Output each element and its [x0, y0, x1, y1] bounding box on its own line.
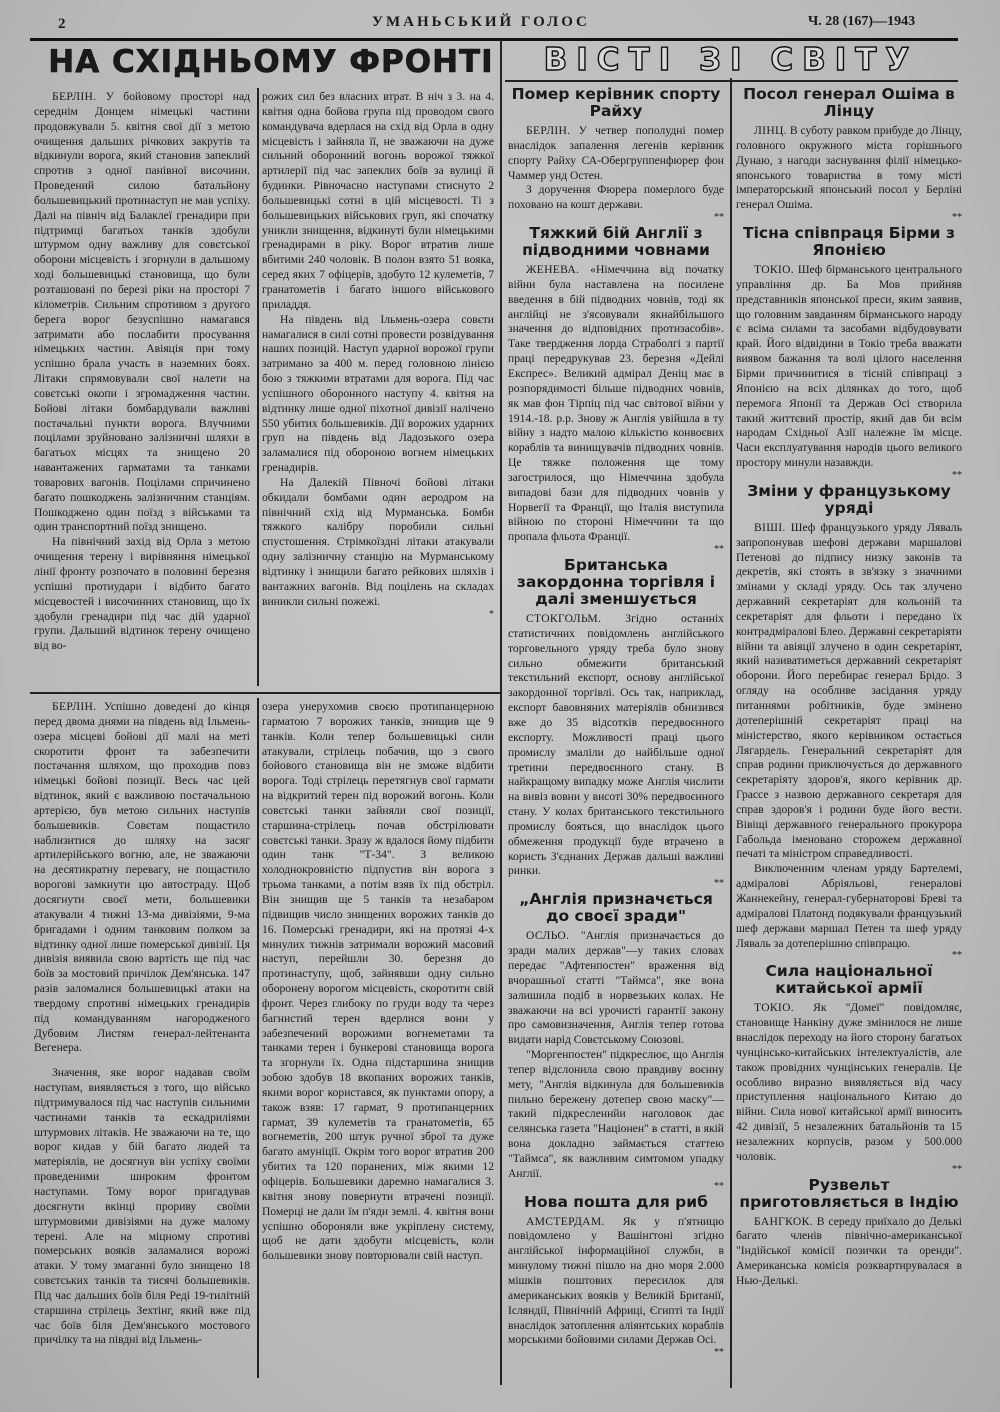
dateline: БЕРЛІН.: [526, 124, 571, 137]
end-marker: **: [714, 212, 724, 224]
article-text: Згідно останніх статистичних повідомлень англійського торговельного уряду треба було знову сильно обмежити британський текстильний експорт, основу англійської закордонної торгівлі. Ось так, наприклад, експорт бавовняних матеріялів обнизився вже до 35 відсотків передвоєнного експорту. Можливості праці цього промислу змаліли до найбільше одної третини передвоєнного стану. В найкращому випадку може Англія числити на вивіз вовни у висоті 30% передвоєнного стану. У колах британського текстильного промислу бояться, що внаслідок цього обмеження продукції буде втрачено в користь З'єднаних Держав дальші важливі ринки.: [508, 612, 724, 878]
article-text: Як "Домеї" повідомляє, становище Нанкіну дуже змінилося не лише внаслідок переходу на його сторону багатьох чунцінсько-китайських інтелектуалістів, але також провідних чунцінських генералів. Це особливо виразно виявляється від часу приступлення національного Китаю до війни. Сила нової китайської армії виносить 42 дивізії, 5 незалежних батальйонів та 15 незалежних корпусів, разом у 500.000 чоловік.: [736, 1001, 962, 1163]
dateline: БЕРЛІН.: [52, 700, 97, 713]
world-column-rule: [730, 78, 732, 1388]
article-text: Значення, яке ворог надавав своїм наступам, виявляється з того, що військо підтримувалося під час наступів сильними частинами танків та ескадриліями штурмових літаків. Не зважаючи на те, що ворог кидав у бій багато людей та матеріялів, не досягнув він успіху своїми проведеними широким фронтом наступами. Тому ворог пригадував досягнути вкінці прориву своїми штурмовими дивізіями на дуже малому терені. Але на міцному спротиві померських вояків заламалися ворожі атаки. У тому змаганні було знищено 18 совєтських танків та тисячі большевиків. Під час дальших боїв біля Реді 19-тилітній старшина стрілець Зехтінг, який вже під час боїв біля Дем'янського мостового причілку та на півдні від Ільмень-: [34, 1066, 250, 1347]
section-heading-east-front: НА СХІДНЬОМУ ФРОНТІ: [48, 44, 494, 80]
center-column-rule: [500, 40, 502, 1385]
dateline: ЛІНЦ.: [754, 124, 787, 137]
dateline: СТОКГОЛЬМ.: [526, 612, 602, 626]
front-report-1-column-2: [262, 90, 494, 690]
article-text: Успішно доведені до кінця перед двома днями на південь від Ільмень-озера місцеві бойові дії малі на меті скоротити фронт та забезпечити постачання шляхом, що проходив повз німецькі бойові позиції. Весь час цей відтинок, який є важливою постачальною артерією, був метою сильних наступів большевиків. Совєтам пощастило наблизитися до шляху на засяг артилерійського вогню, але, не зважаючи на десятикратну перевагу, не пощастило ворогові замкнути цю автостраду. Щоб досягнути своєї мети, большевики атакували 4 тижні 13-ма дивізіями, 9-ма бригадами і одним танковим полком за відтинку одної лише померської дивізії. Ця дивізія виявила свою вартість ще під час боїв за мостовий причілок Дем'янська. 147 разів заломалися большевицькі атаки на твердому спротиві німецьких гренадирів під командуванням нагородженого Дубовим Листям генерал-лейтенанта Вегенера.: [34, 700, 250, 1055]
world-heading-rule: [505, 80, 958, 82]
article-text: озера унерухомив своєю протипанцерною гарматою 7 ворожих танків, знищив ще 9 танків. Коли тепер большевицькі сили атакували, стрілець побачив, що з свого бойового становища він не зможе відбити ворога. Тоді стрілець перетягнув свої гармати на відкритий терен під ворожий вогонь. Коли совєтські танки зайняли свої позиції, старшина-стрілець почав обстрілювати совєтські танки. Зразу ж вдалося йому підбити один танк "Т-34". З великою холоднокровністю підпустив він ворога з трьома танками, а потім взяв їх під обстріл. Він знищив ще 5 танків та незабаром підвищив число знищених ворожих танків до 16. Померські гренадири, які на протязі 4-х минулих тижнів затримали ворожий масовий наступ, перейшли 30. березня до протинаступу, щоб, зайнявши одну сильно оборонену ворогом місцевість, скоротити свій фронт. Через глибоку по груди воду та через багнистий терен вдерлися вони у забезпечений ворожими вогнеметами та танками терен і бункерові становища ворога та згорнули їх. Одна підстаршина знищив зобою здобув 18 вкопаних ворожих танків, якими ворог користався, як пунктами опору, а також взяв: 17 гармат, 9 протипанцерних гармат, 39 кулеметів та гранатометів, 65 вогнеметів, 200 штук ручної зброї та дуже багато амуніції. Окрім того ворог втратив 200 убитих та 120 поранених, між якими 12 офіцерів. Большевики даремно намагалися 3. квітня знову повернути втрачені позиції. Померці не дали їм п'яди землі. 4. квітня вони успішно обороняли вже укріплену систему, щоб не дати здобути місцевість, коли большевики знову повторювали свій наступ.: [262, 700, 494, 1263]
article-title: Помер керівник спорту Райху: [511, 85, 721, 120]
dateline: ОСЛЬО.: [526, 929, 570, 943]
article-text: "Моргенпостен" підкреслює, що Англія тепер відслонила свою правдиву воєнну мету, "Англія відкинула для большевиків пильно бережену дотепер свою маску"—такий підкресленнйи наголовок дає селянська газета "Націонен" в статті, в якій вона докладно займається статтею "Таймса", як важливим симтомом упадку Англії.: [508, 1048, 724, 1180]
section-heading-world-news: ВІСТІ ЗІ СВІТУ: [543, 42, 919, 78]
front-report-1-column-1: [34, 90, 250, 690]
article-title: Британська закордонна торгівля і далі зменшується: [516, 556, 716, 609]
end-marker: **: [714, 1347, 724, 1359]
end-marker: *: [489, 608, 494, 620]
end-marker: **: [952, 212, 962, 224]
end-marker: **: [952, 469, 962, 481]
article-title: Зміни у французькому уряді: [747, 481, 951, 517]
world-news-column-2: [736, 84, 962, 1384]
article-title: Сила національної китайської армії: [765, 962, 933, 998]
front-report-2-column-1: [34, 700, 250, 1380]
article-text: рожих сил без власних втрат. В ніч з 3. на 4. квітня одна бойова група під проводом свого командувача вдерлася на схід від Орла в одну місцевість і зайняла її, не зважаючи на дуже сильний оборонний вогонь ворожої тяжкої артилерії під час запеклих боїв за вулиці й будинки. Рівночасно наступами стиснуто 2 большевицькі сотні в цій місцевості. Ті з большевицьких військових груп, які спочатку уникли знищення, відкинуті були німецькими гренадирами в ріку. Ворог втратив лише вбитими 240 чоловік. В полон взято 51 вояка, серед яких 7 офіцерів, здобуто 12 кулеметів, 7 гранатометів і багато іншого військового приладдя.: [262, 90, 494, 311]
dateline: БЕРЛІН.: [52, 90, 97, 103]
front-article-divider: [30, 692, 500, 694]
front-column-rule-bottom: [257, 698, 259, 1378]
article-title: Тяжкий бій Англії з підводними човнами: [522, 224, 710, 260]
dateline: ЖЕНЕВА.: [526, 263, 580, 277]
article-title: Нова пошта для риб: [524, 1192, 708, 1211]
article-text: Як у п'ятницю повідомлено у Вашінґтоні згідно англійської інформаційної служби, в минулому тижні пішло на дно моря 2.000 мішків поштових пересилок для американських вояків у Великій Британії, Ісляндії, Північній Африці, Єгипті та Індії внаслідок затоплення аліянтських кораблів морськими бойовими силами Держав Осі.: [508, 1214, 724, 1347]
world-news-column-1: [508, 84, 724, 1384]
article-title: Рузвельт приготовляється в Індію: [739, 1175, 959, 1211]
article-text: Шеф французького уряду Ляваль запропонував шефові держави маршалові Петенові до підпису низку законів та декретів, які стоять в зв'язку з значними змінами у складі уряду. Ось так злучено державний секретаріят для кольоній та секретаріят для фльоти і передано їх контрадміралові Блео. Державні секретаріяти війни та авіяції злучено в один секретаріят, який називатиметься державний секретаріят оборони. Його перебирає генерал Брідо. З огляду на особливе засідання уряду питаннями робітників, буде змінено дотеперішній секретаріят праці на міністерство, якого керівником остається Лягардель. Генеральний секретаріят для справ родини приключується до державного секретаріяту здоров'я, якого керівник др. Грассе з назвою державного секретаря для справ здоров'я і родини буде його вести. Вівіщі державного генерального прокурора Габольда іменовано сторожем державної печаті та міністром справедливості.: [736, 520, 962, 861]
newspaper-name: УМАНЬСЬКИЙ ГОЛОС: [372, 14, 590, 30]
article-text: "Англія призначається до зради малих держав"—у таких словах передає "Афтенпостен" враження від вчорашньої статті "Таймса", яке вона залишила подіб в норвезьких колах. Не зважаючи на всі урочисті гарантії закону про самовизначення, Англія тепер готова видати нарід Совєтському Союзові.: [508, 929, 724, 1047]
article-text: З доручення Фюрера померлого буде поховано на кошт держави.: [508, 183, 724, 212]
article-text: «Німеччина від початку війни була наставлена на посилене введення в бій підводних човнів, тоді як англійці не з'ясовували якнайбільшого значення до відповідних протизасобів». Таке твердження лорда Страболгі з партії праці передрукував 23. березня «Дейлі Експрес». Великий адмірал Деніц має в розпорядимості більше підводних човнів, як мав фон Тірпіц під час світової війни у 1914.-18. р.р. Знову ж Англія увійшла в ту війну з надто малою кількістю конвоєвих кораблів та винищувачів підводних човнів. Це тяжке положення ще тому загострилося, що Німеччина здобула випадові бази для підводних човнів у Норвегії та Франції, що Італія виступила війною по стороні Німеччини та що пропала фльота Франції.: [508, 263, 724, 544]
article-text: В суботу равком прибуде до Лінцу, головного окружного міста горішнього Дунаю, з нагоди заснування філії німецько-японського товариства в тому місті імператорський японський посол у Берліні генерал Ошіма.: [736, 124, 962, 212]
article-text: На Далекій Півночі бойові літаки обкидали бомбами один аеродром на північний схід від Мурманська. Бомби тяжкого калібру поробили сильні спустошення. Стрімкоїздні літаки атакували одну залізничну станцію на Мурманському відтинку і знищили багато рейкових шляхів і вантажних вагонів. Від поцілень на складах виникли сильні пожежі.: [262, 475, 494, 608]
article-title: „Англія призначється до своєї зради": [519, 890, 713, 926]
article-title: Тісна співпраця Бірми з Японією: [743, 224, 955, 260]
article-text: Шеф бірманського центрального управління др. Ба Мов прийняв представників японської преси, яким заявив, що головним завданням бірманського народу є всіма силами та засобами відбудовувати край. Його відвідини в Токіо треба вважати виявом бажання та волі цілого населення Бірми причинитися в тісній співпраці з Японією на всіх ділянках до того, щоб перемога Японії та Держав Осі створила такий життєвий простір, який дав би всім народам Східньої Азії належне їм місце. Часи експлуатування народів цього великого простору минули назавжди.: [736, 263, 962, 470]
dateline: БАНГКОК.: [754, 1214, 813, 1228]
front-column-rule-top: [257, 88, 259, 686]
article-text: У бойовому просторі над середнім Донцем німецькі частини продовжували 5. квітня свої дії з метою очищення дальших річкових закрутів та відкинули ворога, який становив запеклий спротив з одної панівної височини. Проведений силою батальйону большевицький протинаступ не мав успіху. Далі на північ від Балаклеї гренадири при підтримці багатьох танків здобули штурмом одну важливу для совєтської оборони місцевість і згорнули в дальшому ході большевицькі становища, що були розташовані по березі ріки на просторі 7 кілометрів. Сильним спротивом з другого берега ворог безуспішно намагався затримати або послабити просування німецьких частин. Авіяція при тому успішно брала участь в наземних боях. Літаки спрямовували свої налети на совєтські окопи і згромадження частин. Бойові літаки бомбардували важливі постачальні пункти ворога. Влучними поцілами зруйновано залізничні шляхи в багатьох місцях та знищено 20 навантажених гарматами та танками товарових вагонів. Поцілами спричинено багато пошкоджень залізничним станціям. Пошкоджено один поїзд з військами та один транспортний поїзд знищено.: [34, 90, 250, 534]
issue-number: Ч. 28 (167)—1943: [808, 14, 916, 29]
page-number: 2: [58, 16, 66, 32]
end-marker: **: [714, 544, 724, 556]
article-text: На північний захід від Орла з метою очищення терену і вирівняння німецької лінії фронту розпочато в половині березня успішні протиудари і відбито багато місцевостей і височинних становищ, що їх здобули гренадири під час дій ударної групи. Дальший відтинок терену очищено від во-: [34, 535, 250, 653]
dateline: ТОКІО.: [754, 1001, 794, 1015]
dateline: АМСТЕРДАМ.: [526, 1214, 605, 1228]
end-marker: **: [714, 878, 724, 890]
article-text: На південь від Ільмень-озера совєти намагалися в силі сотні провести розвідування наших позицій. Наступ ударної ворожої групи затримано за 400 м. перед головною лінією бою з тяжкими втратами для ворога. Під час успішного оборонного наступу 4. квітня на відтинку лише одної піхотної дивізії налічено 550 убитих большевиків. Дії ворожих ударних груп на південь від Ладозького озера заламалися під обороною вогнем німецьких гренадирів.: [262, 312, 494, 475]
end-marker: **: [952, 950, 962, 962]
end-marker: **: [714, 1180, 724, 1192]
article-text: У четвер пополудні помер внаслідок запалення легенів керівник спорту Райху СА-Обергруппенфюрер фон Чаммер унд Остен.: [508, 124, 724, 182]
article-text: В середу приїхало до Делькі багато членів північно-американської "Індійської комісії позички та оренди". Американська комісія розквартирувалася в Нью-Делькі.: [736, 1214, 962, 1287]
article-text: Виключенним членам уряду Бартелемі, адміралові Абріяльові, генералові Жаннекейну, генерал-губернаторові Бреві та адміралові Платонд подякували французький шеф держави маршал Петен та шеф уряду Ляваль за дотеперішню співпрацю.: [736, 862, 962, 950]
dateline: ВІШІ.: [754, 520, 786, 534]
end-marker: **: [952, 1163, 962, 1175]
article-title: Посол генерал Ошіма в Лінцу: [743, 85, 955, 120]
front-report-2-column-2: [262, 700, 494, 1380]
masthead-rule: [30, 38, 958, 41]
dateline: ТОКІО.: [754, 263, 794, 277]
